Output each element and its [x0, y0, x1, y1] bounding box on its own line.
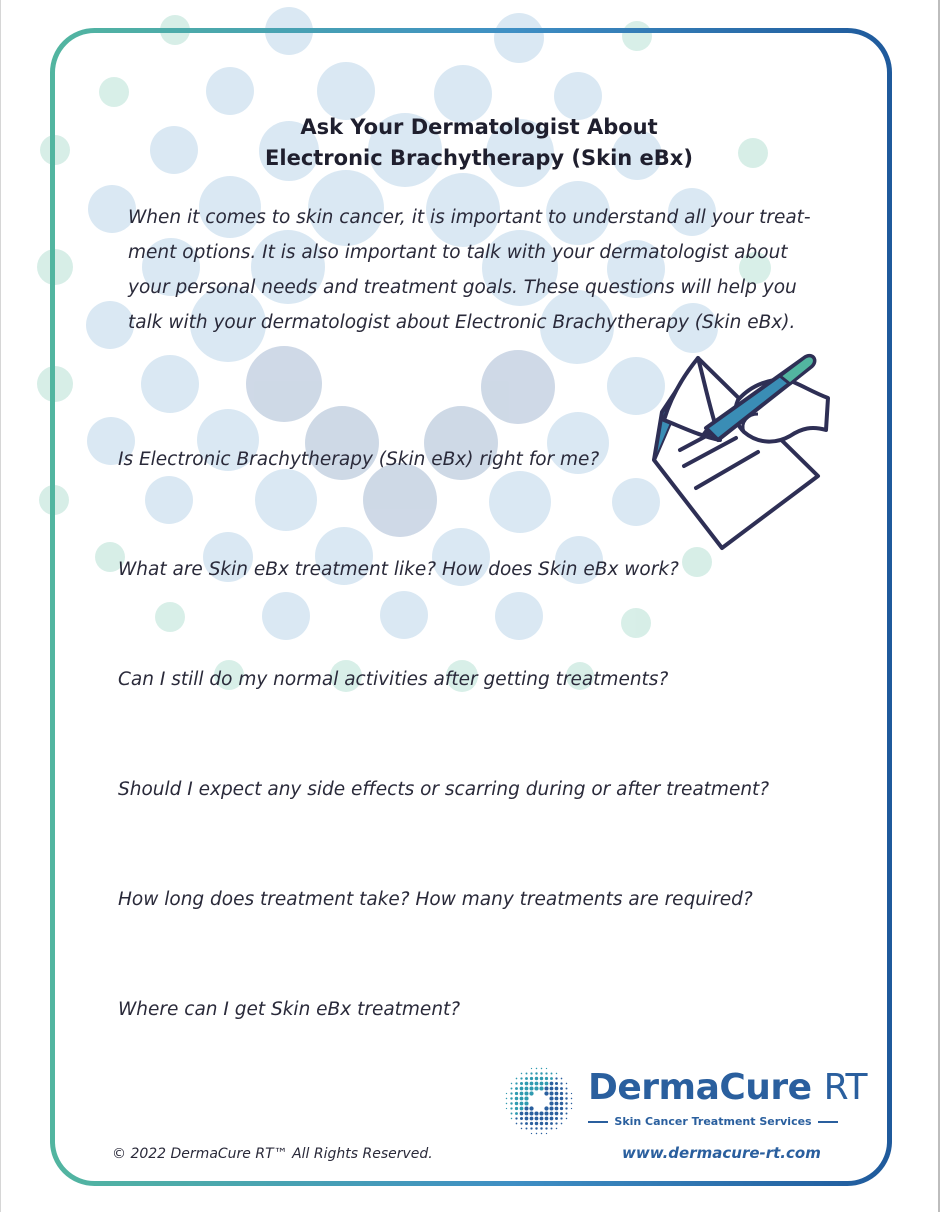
logo-dot [525, 1092, 529, 1096]
logo-dot [536, 1068, 537, 1069]
logo-dot [515, 1097, 518, 1100]
logo-dot [550, 1077, 553, 1080]
logo-dot [550, 1122, 553, 1125]
logo-dot [525, 1112, 529, 1116]
logo-dot [520, 1092, 524, 1096]
logo-dot [539, 1086, 543, 1090]
logo-dot [520, 1117, 523, 1120]
logo-dot [541, 1068, 542, 1069]
logo-dot [555, 1082, 558, 1085]
logo-dot [516, 1078, 518, 1080]
logo-dot [515, 1117, 517, 1119]
logo-dot [545, 1117, 549, 1121]
logo-dot [555, 1117, 558, 1120]
logo-dot [526, 1128, 528, 1130]
logo-dot [555, 1097, 559, 1101]
logo-dot [565, 1107, 567, 1109]
logo-dot [544, 1091, 548, 1095]
logo-dot [534, 1111, 538, 1115]
logo-dot [521, 1128, 522, 1129]
logo-dot [545, 1127, 547, 1129]
logo-dot [571, 1098, 572, 1099]
logo-dot [540, 1127, 542, 1129]
brand-name-suffix: RT [823, 1067, 868, 1108]
logo-dot [520, 1102, 524, 1106]
logo-dot [565, 1097, 567, 1099]
logo-dot [545, 1082, 549, 1086]
logo-dot [530, 1087, 534, 1091]
logo-dot [555, 1077, 557, 1079]
logo-dot [551, 1073, 553, 1075]
logo-dot [515, 1082, 517, 1084]
logo-dot [529, 1106, 533, 1110]
logo-dot [540, 1077, 543, 1080]
logo-dot [511, 1088, 513, 1090]
logo-dot [535, 1117, 539, 1121]
logo-dot [530, 1077, 533, 1080]
logo-dot [566, 1118, 567, 1119]
logo-dot [510, 1092, 512, 1094]
logo-dot [510, 1107, 512, 1109]
logo-dot [531, 1068, 532, 1069]
logo-dot [545, 1087, 549, 1091]
logo-dot [530, 1117, 534, 1121]
copyright-notice: © 2022 DermaCure RT™ All Rights Reserved. [112, 1146, 433, 1162]
logo-dot [506, 1093, 507, 1094]
logo-dot [530, 1127, 532, 1129]
logo-dot [530, 1082, 534, 1086]
logo-dot [561, 1078, 563, 1080]
logo-dot [550, 1087, 554, 1091]
question-5: How long does treatment take? How many treatments are required? [118, 889, 753, 910]
logo-dot [535, 1072, 537, 1074]
logo-dot [530, 1122, 533, 1125]
logo-dot [546, 1068, 547, 1069]
tagline-rule-right [818, 1121, 838, 1123]
dermacure-logo-icon [504, 1066, 574, 1136]
logo-dot [506, 1108, 507, 1109]
logo-dot [515, 1107, 518, 1110]
logo-dot [560, 1112, 563, 1115]
intro-paragraph: When it comes to skin cancer, it is important to understand all your treat-ment options. It is also important to talk with your dermatologist about your personal needs and treatment goals. These questions will help you talk with your dermatologist about Electronic Brachytherapy (Skin eBx). [128, 207, 811, 333]
page-title-line-1: Ask Your Dermatologist About [300, 115, 658, 139]
logo-dot [525, 1087, 529, 1091]
hand-writing-icon [640, 340, 840, 560]
logo-dot [545, 1072, 547, 1074]
logo-dot [531, 1133, 532, 1134]
logo-dot [530, 1072, 532, 1074]
website-link[interactable]: www.dermacure-rt.com [622, 1144, 821, 1162]
logo-dot [524, 1101, 528, 1105]
logo-dot [535, 1127, 537, 1129]
logo-dot [550, 1107, 554, 1111]
logo-dot [506, 1103, 507, 1104]
question-2: What are Skin eBx treatment like? How does Skin eBx work? [118, 559, 679, 580]
logo-dot [545, 1122, 548, 1125]
logo-dot [540, 1122, 543, 1125]
logo-dot [560, 1117, 562, 1119]
logo-dot [536, 1133, 537, 1134]
logo-dot [555, 1092, 559, 1096]
logo-dot [515, 1112, 518, 1115]
logo-dot [549, 1101, 553, 1105]
logo-dot [550, 1112, 554, 1116]
logo-dot [561, 1123, 563, 1125]
logo-dot [566, 1113, 568, 1115]
logo-dot [565, 1092, 567, 1094]
logo-dot [560, 1097, 563, 1100]
logo-dot [511, 1083, 512, 1084]
logo-dot [560, 1092, 563, 1095]
logo-dot [525, 1117, 529, 1121]
question-4: Should I expect any side effects or scarring during or after treatment? [118, 779, 770, 800]
logo-dot [511, 1113, 513, 1115]
question-3: Can I still do my normal activities after getting treatments? [118, 669, 669, 690]
brand-name [588, 1066, 867, 1110]
logo-dot [540, 1082, 544, 1086]
logo-dot [540, 1117, 544, 1121]
logo-dot [555, 1112, 559, 1116]
logo-dot [510, 1102, 512, 1104]
page-title [200, 112, 758, 174]
logo-dot [545, 1077, 548, 1080]
logo-dot [520, 1077, 522, 1079]
logo-dot [515, 1087, 518, 1090]
tagline-rule-left [588, 1121, 608, 1123]
brand-name-main: DermaCure [588, 1067, 812, 1108]
logo-dot [520, 1112, 524, 1116]
logo-dot [515, 1102, 518, 1105]
logo-dot [520, 1122, 522, 1124]
logo-dot [551, 1128, 553, 1130]
logo-dot [525, 1082, 529, 1086]
tagline-text: Skin Cancer Treatment Services [614, 1115, 812, 1128]
logo-dot [550, 1082, 554, 1086]
logo-dot [541, 1133, 542, 1134]
logo-dot [526, 1073, 528, 1075]
logo-dot [571, 1103, 572, 1104]
logo-dot [515, 1092, 518, 1095]
logo-dot [566, 1083, 567, 1084]
logo-dot [555, 1087, 559, 1091]
question-6: Where can I get Skin eBx treatment? [118, 999, 461, 1020]
logo-dot [565, 1102, 567, 1104]
logo-dot [521, 1073, 522, 1074]
logo-dot [535, 1122, 538, 1125]
logo-dot [520, 1107, 524, 1111]
logo-dot [540, 1072, 542, 1074]
logo-dot [550, 1117, 554, 1121]
logo-dot [525, 1107, 529, 1111]
logo-dot [560, 1082, 562, 1084]
logo-dot [530, 1112, 534, 1116]
logo-dot [535, 1082, 539, 1086]
logo-dot [534, 1086, 538, 1090]
logo-dot [529, 1091, 533, 1095]
logo-dot [545, 1112, 549, 1116]
logo-dot [525, 1077, 528, 1080]
logo-dot [510, 1097, 512, 1099]
brand-tagline [588, 1112, 838, 1132]
logo-dot [555, 1107, 559, 1111]
logo-dot [555, 1122, 557, 1124]
logo-dot [550, 1092, 554, 1096]
logo-dot [544, 1106, 548, 1110]
logo-dot [546, 1133, 547, 1134]
logo-dot [556, 1073, 557, 1074]
logo-dot [511, 1118, 512, 1119]
logo-dot [520, 1087, 524, 1091]
logo-dot [566, 1088, 568, 1090]
logo-dot [560, 1107, 563, 1110]
logo-dot [555, 1102, 559, 1106]
logo-dot [535, 1077, 538, 1080]
logo-dot [539, 1111, 543, 1115]
logo-dot [571, 1093, 572, 1094]
logo-dot [560, 1102, 563, 1105]
logo-dot [516, 1123, 518, 1125]
logo-dot [506, 1098, 507, 1099]
logo-dot [549, 1096, 553, 1100]
logo-dot [556, 1128, 557, 1129]
question-1: Is Electronic Brachytherapy (Skin eBx) right for me? [118, 449, 600, 470]
logo-dot [560, 1087, 563, 1090]
logo-dot [520, 1097, 524, 1101]
page-title-line-2: Electronic Brachytherapy (Skin eBx) [265, 146, 693, 170]
logo-dot [524, 1096, 528, 1100]
logo-dot [525, 1122, 528, 1125]
logo-dot [520, 1082, 523, 1085]
logo-dot [571, 1108, 572, 1109]
